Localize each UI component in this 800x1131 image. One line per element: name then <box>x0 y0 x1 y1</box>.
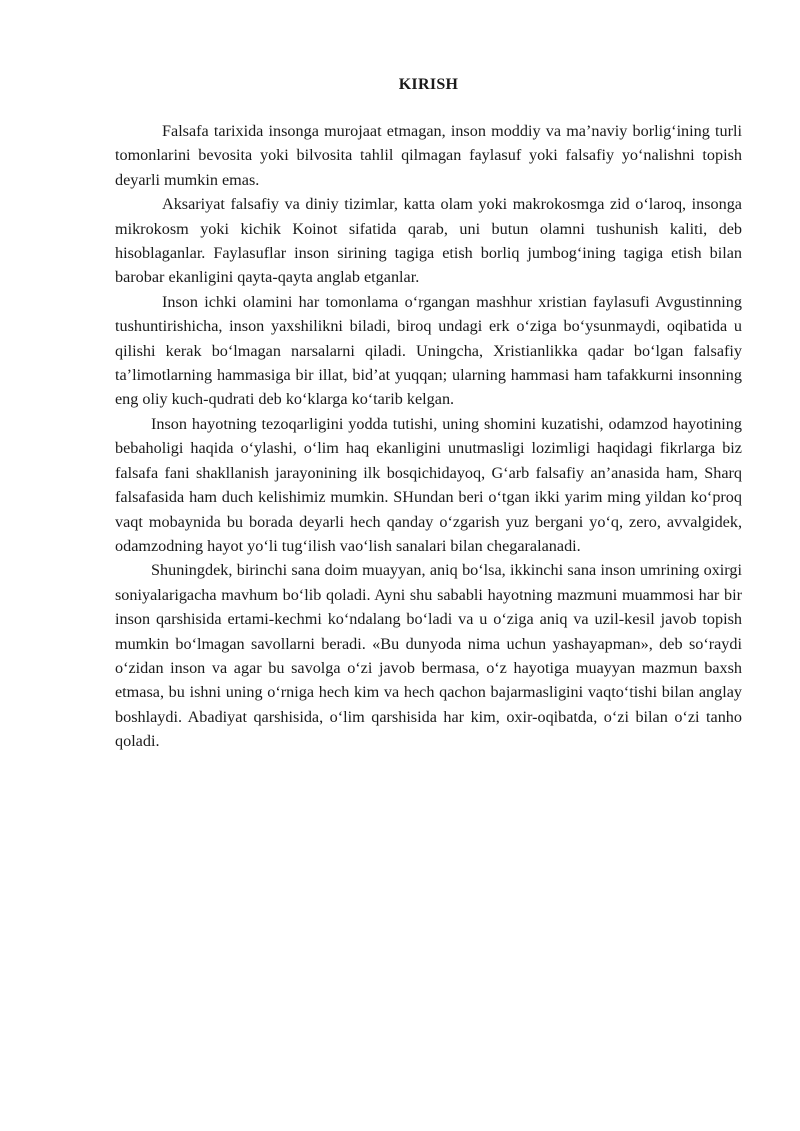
paragraph-3: Inson ichki olamini har tomonlama o‘rgangan mashhur xristian faylasufi Avgustinning tushuntirishicha, inson yaxshilikni biladi, biroq undagi erk o‘ziga bo‘ysunmaydi, oqibatida u qilishi kerak bo‘lmagan narsalarni qiladi. Uningcha, Xristianlikka qadar bo‘lgan falsafiy ta’limotlarning hammasiga bir illat, bid’at yuqqan; ularning hammasi ham tafakkurni insonning eng oliy kuch-qudrati deb ko‘klarga ko‘tarib kelgan. <box>115 292 742 409</box>
paragraph-5: Shuningdek, birinchi sana doim muayyan, aniq bo‘lsa, ikkinchi sana inson umrining oxirgi soniyalarigacha mavhum bo‘lib qoladi. Ayni shu sababli hayotning mazmuni muammosi har bir inson qarshisida ertami-kechmi ko‘ndalang bo‘ladi va u o‘ziga aniq va uzil-kesil javob topish mumkin bo‘lmagan savollarni beradi. «Bu dunyoda nima uchun yashayapman», deb so‘raydi o‘zidan inson va agar bu savolga o‘zi javob bermasa, o‘z hayotiga muayyan mazmun baxsh etmasa, bu ishni uning o‘rniga hech kim va hech qachon bajarmasligini vaqto‘tishi bilan anglay boshlaydi. Abadiyat qarshisida, o‘lim qarshisida har kim, oxir-oqibatda, o‘zi bilan o‘zi tanho qoladi. <box>115 561 742 751</box>
page-title: KIRISH <box>398 76 459 93</box>
paragraph-2: Aksariyat falsafiy va diniy tizimlar, katta olam yoki makrokosmga zid o‘laroq, insonga mikrokosm yoki kichik Koinot sifatida qarab, uni butun olamni tushunish kaliti, deb hisoblaganlar. Faylasuflar inson sirining tagiga etish borliq jumbog‘ining tagiga etish bilan barobar ekanligini qayta-qayta anglab etganlar. <box>115 195 742 287</box>
paragraph-4: Inson hayotning tezoqarligini yodda tutishi, uning shomini kuzatishi, odamzod hayotining bebaholigi haqida o‘ylashi, o‘lim haq ekanligini unutmasligi lozimligi haqidagi fikrlarga biz falsafa fani shakllanish jarayonining ilk bosqichidayoq, G‘arb falsafiy an’anasida ham, Sharq falsafasida ham duch kelishimiz mumkin. SHundan beri o‘tgan ikki yarim ming yildan ko‘proq vaqt mobaynida bu borada deyarli hech qanday o‘zgarish yuz bergani yo‘q, zero, avvalgidek, odamzodning hayot yo‘li tug‘ilish vao‘lish sanalari bilan chegaralanadi. <box>115 414 742 555</box>
body-text <box>115 119 742 754</box>
paragraph-1: Falsafa tarixida insonga murojaat etmagan, inson moddiy va ma’naviy borlig‘ining turli tomonlarini bevosita yoki bilvosita tahlil qilmagan faylasuf yoki falsafiy yo‘nalishni topish deyarli mumkin emas. <box>115 122 742 189</box>
